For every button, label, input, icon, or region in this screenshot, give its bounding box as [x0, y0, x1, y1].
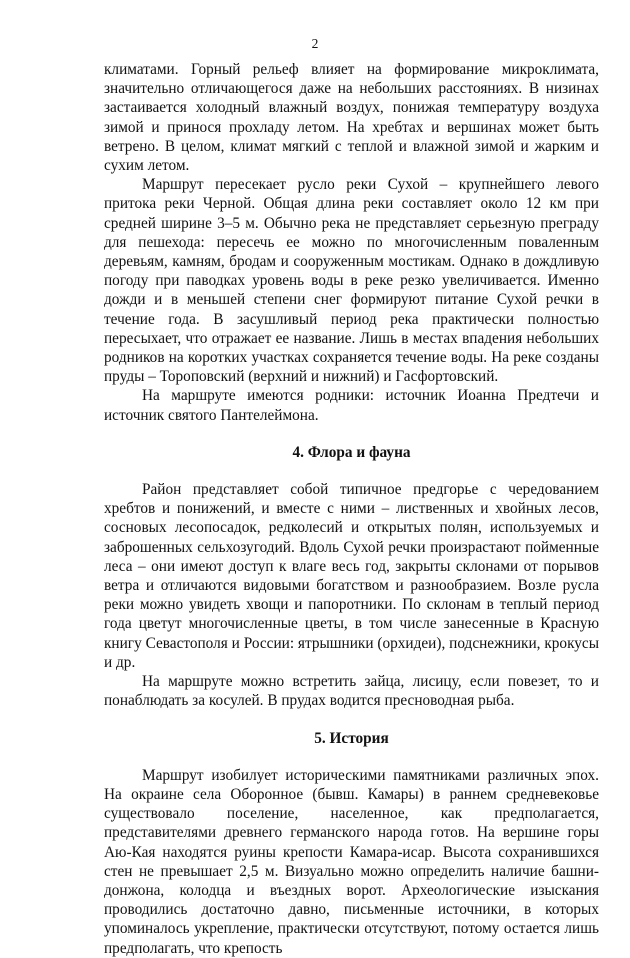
history-paragraph: Маршрут изобилует историческими памятниками различных эпох. На окраине села Оборонное (бывш. Камары) в раннем средневековье существовало поселение, населенное, как предполагается, представителями древнего германского народа готов. На вершине горы Аю-Кая находятся руины крепости Камара-исар. Высота сохранившихся стен не превышает 2,5 м. Визуально можно определить наличие башни-донжона, колодца и въездных ворот. Археологические изыскания проводились достаточно давно, письменные источники, в которых упоминалось укрепление, практически отсутствуют, потому остается лишь предполагать, что крепость [104, 766, 599, 957]
flora-paragraph: Район представляет собой типичное предгорье с чередованием хребтов и понижений, и вместе с ними – лиственных и хвойных лесов, сосновых лесопосадок, редколесий и открытых полян, используемых и заброшенных сельхозугодий. Вдоль Сухой речки произрастают пойменные леса – они имеют доступ к влаге весь год, закрыты склонами от порывов ветра и отличаются видовыми богатством и разнообразием. Возле русла реки можно увидеть хвощи и папоротники. По склонам в теплый период года цветут многочисленные цветы, в том числе занесенные в Красную книгу Севастополя и России: ятрышники (орхидеи), подснежники, крокусы и др. [104, 481, 599, 671]
river-paragraph: Маршрут пересекает русло реки Сухой – крупнейшего левого притока реки Черной. Общая длина реки составляет около 12 км при средней ширине 3–5 м. Обычно река не представляет серьезную преграду для пешехода: пересечь ее можно по многочисленным поваленным деревьям, камням, бродам и сооруженным мостикам. Однако в дождливую погоду при паводках уровень воды в реке резко увеличивается. Именно дожди и в меньшей степени снег формируют питание Сухой речки в течение года. В засушливый период река практически полностью пересыхает, что отражает ее название. Лишь в местах впадения небольших родников на коротких участках сохраняется течение воды. На реке созданы пруды – Тороповский (верхний и нижний) и Гасфортовский. [104, 176, 599, 386]
fauna-paragraph: На маршруте можно встретить зайца, лисицу, если повезет, то и понаблюдать за косулей. В прудах водится пресноводная рыба. [104, 673, 599, 710]
section-heading-history: 5. История [314, 729, 389, 747]
climate-paragraph-continuation: климатами. Горный рельеф влияет на формирование микроклимата, значительно отличающегося даже на небольших расстояниях. В низинах застаивается холодный влажный воздух, понижая температуру воздуха зимой и принося прохладу летом. На хребтах и вершинах может быть ветрено. В целом, климат мягкий с теплой и влажной зимой и жарким и сухим летом. [104, 61, 599, 175]
document-body [104, 60, 599, 958]
page-number: 2 [311, 36, 319, 51]
section-heading-flora-fauna: 4. Флора и фауна [292, 443, 411, 461]
springs-paragraph: На маршруте имеются родники: источник Иоанна Предтечи и источник святого Пантелеймона. [104, 387, 599, 424]
